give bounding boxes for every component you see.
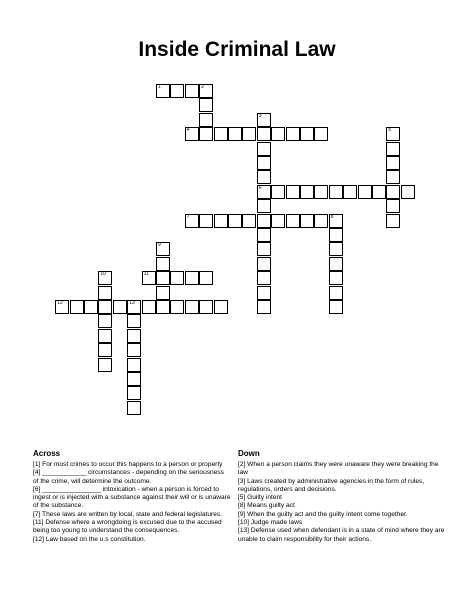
grid-cell[interactable] [199, 271, 213, 285]
grid-cell[interactable] [286, 185, 300, 199]
grid-cell[interactable] [329, 257, 343, 271]
grid-cell[interactable] [286, 214, 300, 228]
grid-cell[interactable] [257, 286, 271, 300]
grid-cell[interactable] [257, 242, 271, 256]
grid-cell[interactable] [242, 214, 256, 228]
grid-cell[interactable] [300, 127, 314, 141]
grid-cell[interactable] [257, 113, 271, 127]
grid-cell[interactable] [199, 84, 213, 98]
grid-cell[interactable] [257, 156, 271, 170]
clue-across-6: [6] ________________ intoxication - when a person is forced to ingest or is injected with a substance against their will or is unaware of the substance. [33, 485, 231, 510]
clue-number: 7 [186, 213, 190, 220]
grid-cell[interactable] [127, 401, 141, 415]
grid-cell[interactable] [257, 199, 271, 213]
clue-number: 13 [129, 300, 135, 306]
grid-cell[interactable] [257, 170, 271, 184]
clue-number: 8 [330, 213, 334, 220]
clue-across-1: [1] For most crimes to occur this happens to a person or property [33, 461, 223, 468]
down-heading: Down [238, 449, 260, 458]
grid-cell[interactable] [214, 127, 228, 141]
grid-cell[interactable] [170, 300, 184, 314]
clue-number: 2 [201, 84, 204, 90]
grid-cell[interactable] [329, 214, 343, 228]
clue-down-13: [13] Defense used when defendant is in a state of mind where they are unable to claim responsibility for their actions. [238, 527, 445, 543]
grid-cell[interactable] [386, 142, 400, 156]
clue-across-12: [12] Law based on the u.s constitution. [33, 535, 146, 543]
grid-cell[interactable] [386, 214, 400, 228]
grid-cell[interactable] [127, 372, 141, 386]
clue-number: 12 [57, 300, 63, 306]
clue-number: 10 [100, 271, 106, 278]
grid-cell[interactable] [142, 300, 156, 314]
grid-cell[interactable] [257, 300, 271, 314]
grid-cell[interactable] [142, 271, 156, 285]
grid-cell[interactable] [98, 314, 112, 328]
grid-cell[interactable] [329, 286, 343, 300]
grid-cell[interactable] [199, 113, 213, 127]
grid-cell[interactable] [214, 300, 228, 314]
grid-cell[interactable] [286, 127, 300, 141]
clue-down-8: [8] Means guilty act [238, 502, 295, 510]
grid-cell[interactable] [257, 142, 271, 156]
grid-cell[interactable] [156, 271, 170, 285]
clue-down-2: [2] When a person claims they were unaware they were breaking the law [238, 461, 439, 477]
clue-down-10: [10] Judge made laws [238, 519, 303, 527]
grid-cell[interactable] [98, 271, 112, 285]
grid-cell[interactable] [228, 127, 242, 141]
grid-cell[interactable] [84, 300, 98, 314]
grid-cell[interactable] [257, 228, 271, 242]
grid-cell[interactable] [329, 300, 343, 314]
grid-cell[interactable] [257, 185, 271, 199]
grid-cell[interactable] [98, 329, 112, 343]
grid-cell[interactable] [185, 300, 199, 314]
grid-cell[interactable] [199, 127, 213, 141]
grid-cell[interactable] [300, 214, 314, 228]
grid-cell[interactable] [127, 343, 141, 357]
grid-cell[interactable] [214, 214, 228, 228]
grid-cell[interactable] [127, 329, 141, 343]
grid-cell[interactable] [199, 98, 213, 112]
grid-cell[interactable] [386, 127, 400, 141]
grid-cell[interactable] [185, 84, 199, 98]
grid-cell[interactable] [98, 286, 112, 300]
puzzle-title: Inside Criminal Law [138, 38, 336, 61]
grid-cell[interactable] [314, 214, 328, 228]
grid-cell[interactable] [156, 242, 170, 256]
grid-cell[interactable] [257, 214, 271, 228]
grid-cell[interactable] [372, 185, 386, 199]
grid-cell[interactable] [70, 300, 84, 314]
grid-cell[interactable] [199, 300, 213, 314]
clue-across-7: [7] These laws are written by local, state and federal legislatures. [33, 510, 222, 518]
grid-cell[interactable] [358, 185, 372, 199]
grid-cell[interactable] [127, 314, 141, 328]
clue-number: 5 [388, 127, 392, 134]
grid-cell[interactable] [257, 271, 271, 285]
grid-cell[interactable] [343, 185, 357, 199]
grid-cell[interactable] [257, 257, 271, 271]
grid-cell[interactable] [329, 242, 343, 256]
grid-cell[interactable] [98, 343, 112, 357]
grid-cell[interactable] [55, 300, 69, 314]
across-clues [33, 449, 231, 544]
grid-cell[interactable] [113, 300, 127, 314]
grid-cell[interactable] [127, 386, 141, 400]
grid-cell[interactable] [170, 84, 184, 98]
grid-cell[interactable] [156, 300, 170, 314]
grid-cell[interactable] [98, 358, 112, 372]
grid-cell[interactable] [156, 257, 170, 271]
grid-cell[interactable] [170, 271, 184, 285]
grid-cell[interactable] [329, 228, 343, 242]
clue-down-9: [9] When the guilty act and the guilty intent come together. [238, 510, 408, 518]
grid-cell[interactable] [386, 170, 400, 184]
grid-cell[interactable] [314, 185, 328, 199]
clue-down-3: [3] Laws created by administrative agencies in the form of rules, regulations, orders and decisions. [238, 477, 425, 493]
grid-cell[interactable] [386, 199, 400, 213]
clue-across-11: [11] Defense where a wrongdoing is excused due to the accused being too young to understand the consequences. [33, 519, 222, 535]
clue-number: 6 [258, 184, 262, 191]
grid-cell[interactable] [228, 214, 242, 228]
grid-cell[interactable] [242, 127, 256, 141]
clue-across-4: [4] ____________ circumstances - depending on the seriousness of the crime, will determine the outcome. [33, 469, 224, 485]
clue-number: 1 [158, 84, 161, 90]
grid-cell[interactable] [271, 214, 285, 228]
grid-cell[interactable] [271, 185, 285, 199]
grid-cell[interactable] [127, 300, 141, 314]
down-clues [238, 449, 446, 544]
grid-cell[interactable] [98, 300, 112, 314]
grid-cell[interactable] [314, 127, 328, 141]
grid-cell[interactable] [329, 185, 343, 199]
clue-number: 11 [143, 271, 149, 278]
grid-cell[interactable] [199, 214, 213, 228]
grid-cell[interactable] [386, 185, 400, 199]
clue-number: 4 [186, 127, 190, 134]
grid-cell[interactable] [185, 271, 199, 285]
grid-cell[interactable] [300, 185, 314, 199]
clue-number: 9 [158, 242, 161, 249]
grid-cell[interactable] [271, 127, 285, 141]
grid-cell[interactable] [156, 286, 170, 300]
across-heading: Across [33, 449, 61, 458]
grid-cell[interactable] [257, 127, 271, 141]
clue-number: 3 [258, 112, 262, 119]
clue-down-5: [5] Guilty intent [238, 494, 282, 502]
grid-cell[interactable] [401, 185, 415, 199]
grid-cell[interactable] [156, 84, 170, 98]
grid-cell[interactable] [185, 127, 199, 141]
grid-cell[interactable] [329, 271, 343, 285]
grid-cell[interactable] [386, 156, 400, 170]
grid-cell[interactable] [185, 214, 199, 228]
grid-cell[interactable] [127, 358, 141, 372]
